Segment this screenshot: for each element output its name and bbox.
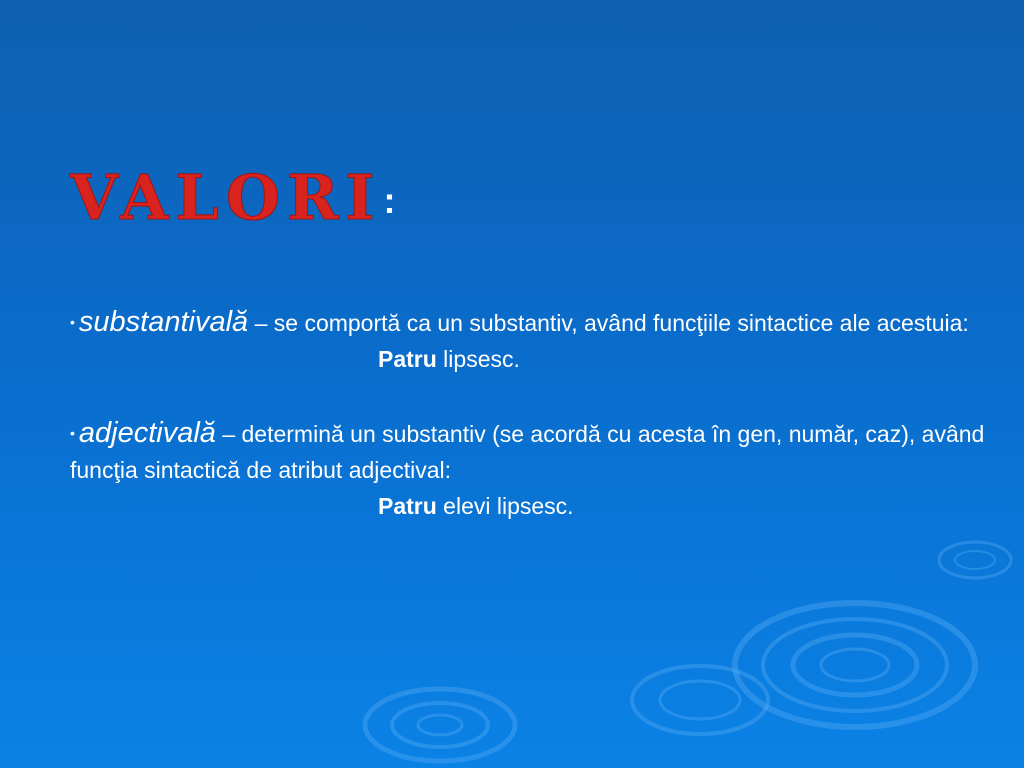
example-sentence: [70, 488, 1000, 524]
term-label: substantivală: [78, 306, 249, 338]
slide-title-text: VALORI: [70, 161, 382, 234]
example-bold-word: Patru: [378, 346, 437, 372]
term-label: adjectivală: [78, 417, 216, 449]
example-sentence: [70, 341, 1000, 377]
definition-text: – se comportă ca un substantiv, având funcţiile sintactice ale acestuia:: [248, 310, 969, 336]
slide-title: [70, 158, 396, 241]
bullet-icon: •: [70, 425, 75, 441]
slide-content: [70, 304, 1000, 524]
example-bold-word: Patru: [378, 493, 437, 519]
bullet-icon: •: [70, 314, 75, 330]
definition-item-substantival: [70, 304, 1000, 377]
definition-item-adjectival: [70, 415, 1000, 524]
example-rest: elevi lipsesc.: [436, 493, 574, 519]
example-rest: lipsesc.: [436, 346, 520, 372]
definition-text: – determină un substantiv (se acordă cu acesta în gen, număr, caz), având funcţia sintactică de atribut adjectival:: [70, 421, 985, 483]
slide-title-colon: :: [383, 180, 396, 221]
